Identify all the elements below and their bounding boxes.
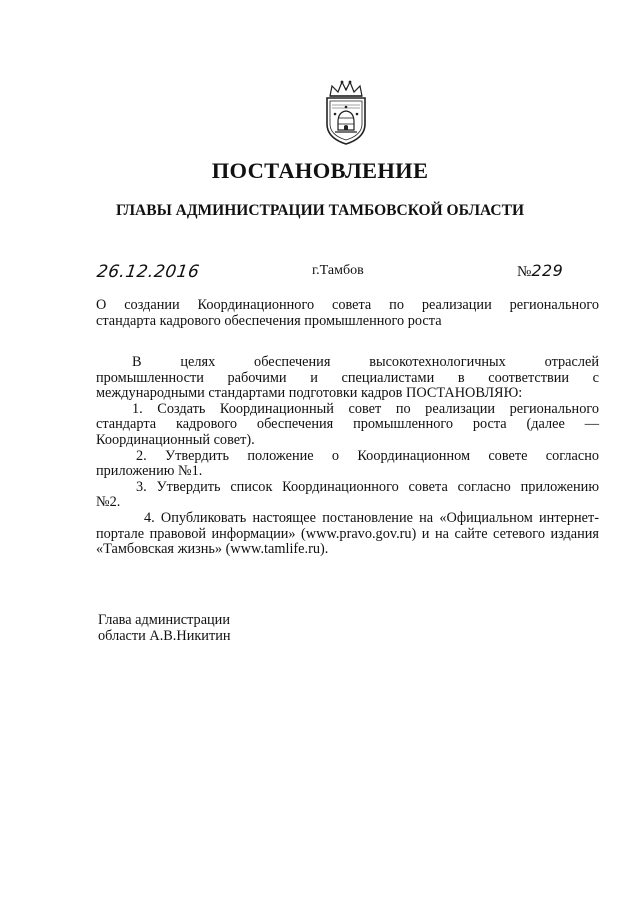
- document-subtitle: ГЛАВЫ АДМИНИСТРАЦИИ ТАМБОВСКОЙ ОБЛАСТИ: [115, 202, 525, 219]
- coat-of-arms-icon: [318, 78, 374, 146]
- paragraph-line: 3. Утвердить список Координационного совета согласно приложению: [136, 478, 599, 495]
- paragraph-line: международными стандартами подготовки кадров ПОСТАНОВЛЯЮ:: [96, 385, 523, 402]
- signature-block: [98, 612, 231, 644]
- paragraph-line: 4. Опубликовать настоящее постановление на «Официальном интернет-: [144, 509, 599, 526]
- paragraph-line: Координационный совет).: [96, 431, 255, 448]
- paragraph-line: приложению №1.: [96, 463, 203, 480]
- document-number: [517, 261, 563, 281]
- number-value: 229: [531, 261, 564, 280]
- document-title: ПОСТАНОВЛЕНИЕ: [211, 158, 429, 183]
- document-body: [96, 355, 599, 558]
- paragraph-line: промышленности рабочими и специалистами в соответствии с: [96, 369, 599, 386]
- paragraph-line: 2. Утвердить положение о Координационном совете согласно: [136, 447, 599, 464]
- subject-line: О создании Координационного совета по реализации регионального: [96, 297, 599, 313]
- document-date: 26.12.2016: [95, 262, 201, 282]
- paragraph-line: «Тамбовская жизнь» (www.tamlife.ru).: [96, 541, 329, 558]
- document-city: г.Тамбов: [312, 263, 364, 278]
- paragraph-line: портале правовой информации» (www.pravo.gov.ru) и на сайте сетевого издания: [96, 525, 599, 542]
- subject-line: стандарта кадрового обеспечения промышленного роста: [96, 313, 442, 329]
- paragraph-line: стандарта кадрового обеспечения промышленного роста (далее —: [96, 416, 599, 433]
- paragraph-line: В целях обеспечения высокотехнологичных отраслей: [132, 354, 599, 370]
- signature-title: Глава администрации: [98, 612, 230, 628]
- signature-name: области А.В.Никитин: [98, 628, 231, 644]
- paragraph-line: №2.: [96, 494, 121, 511]
- document-subject: [96, 297, 599, 329]
- number-prefix: №: [517, 264, 532, 280]
- paragraph-line: 1. Создать Координационный совет по реализации регионального: [132, 400, 599, 417]
